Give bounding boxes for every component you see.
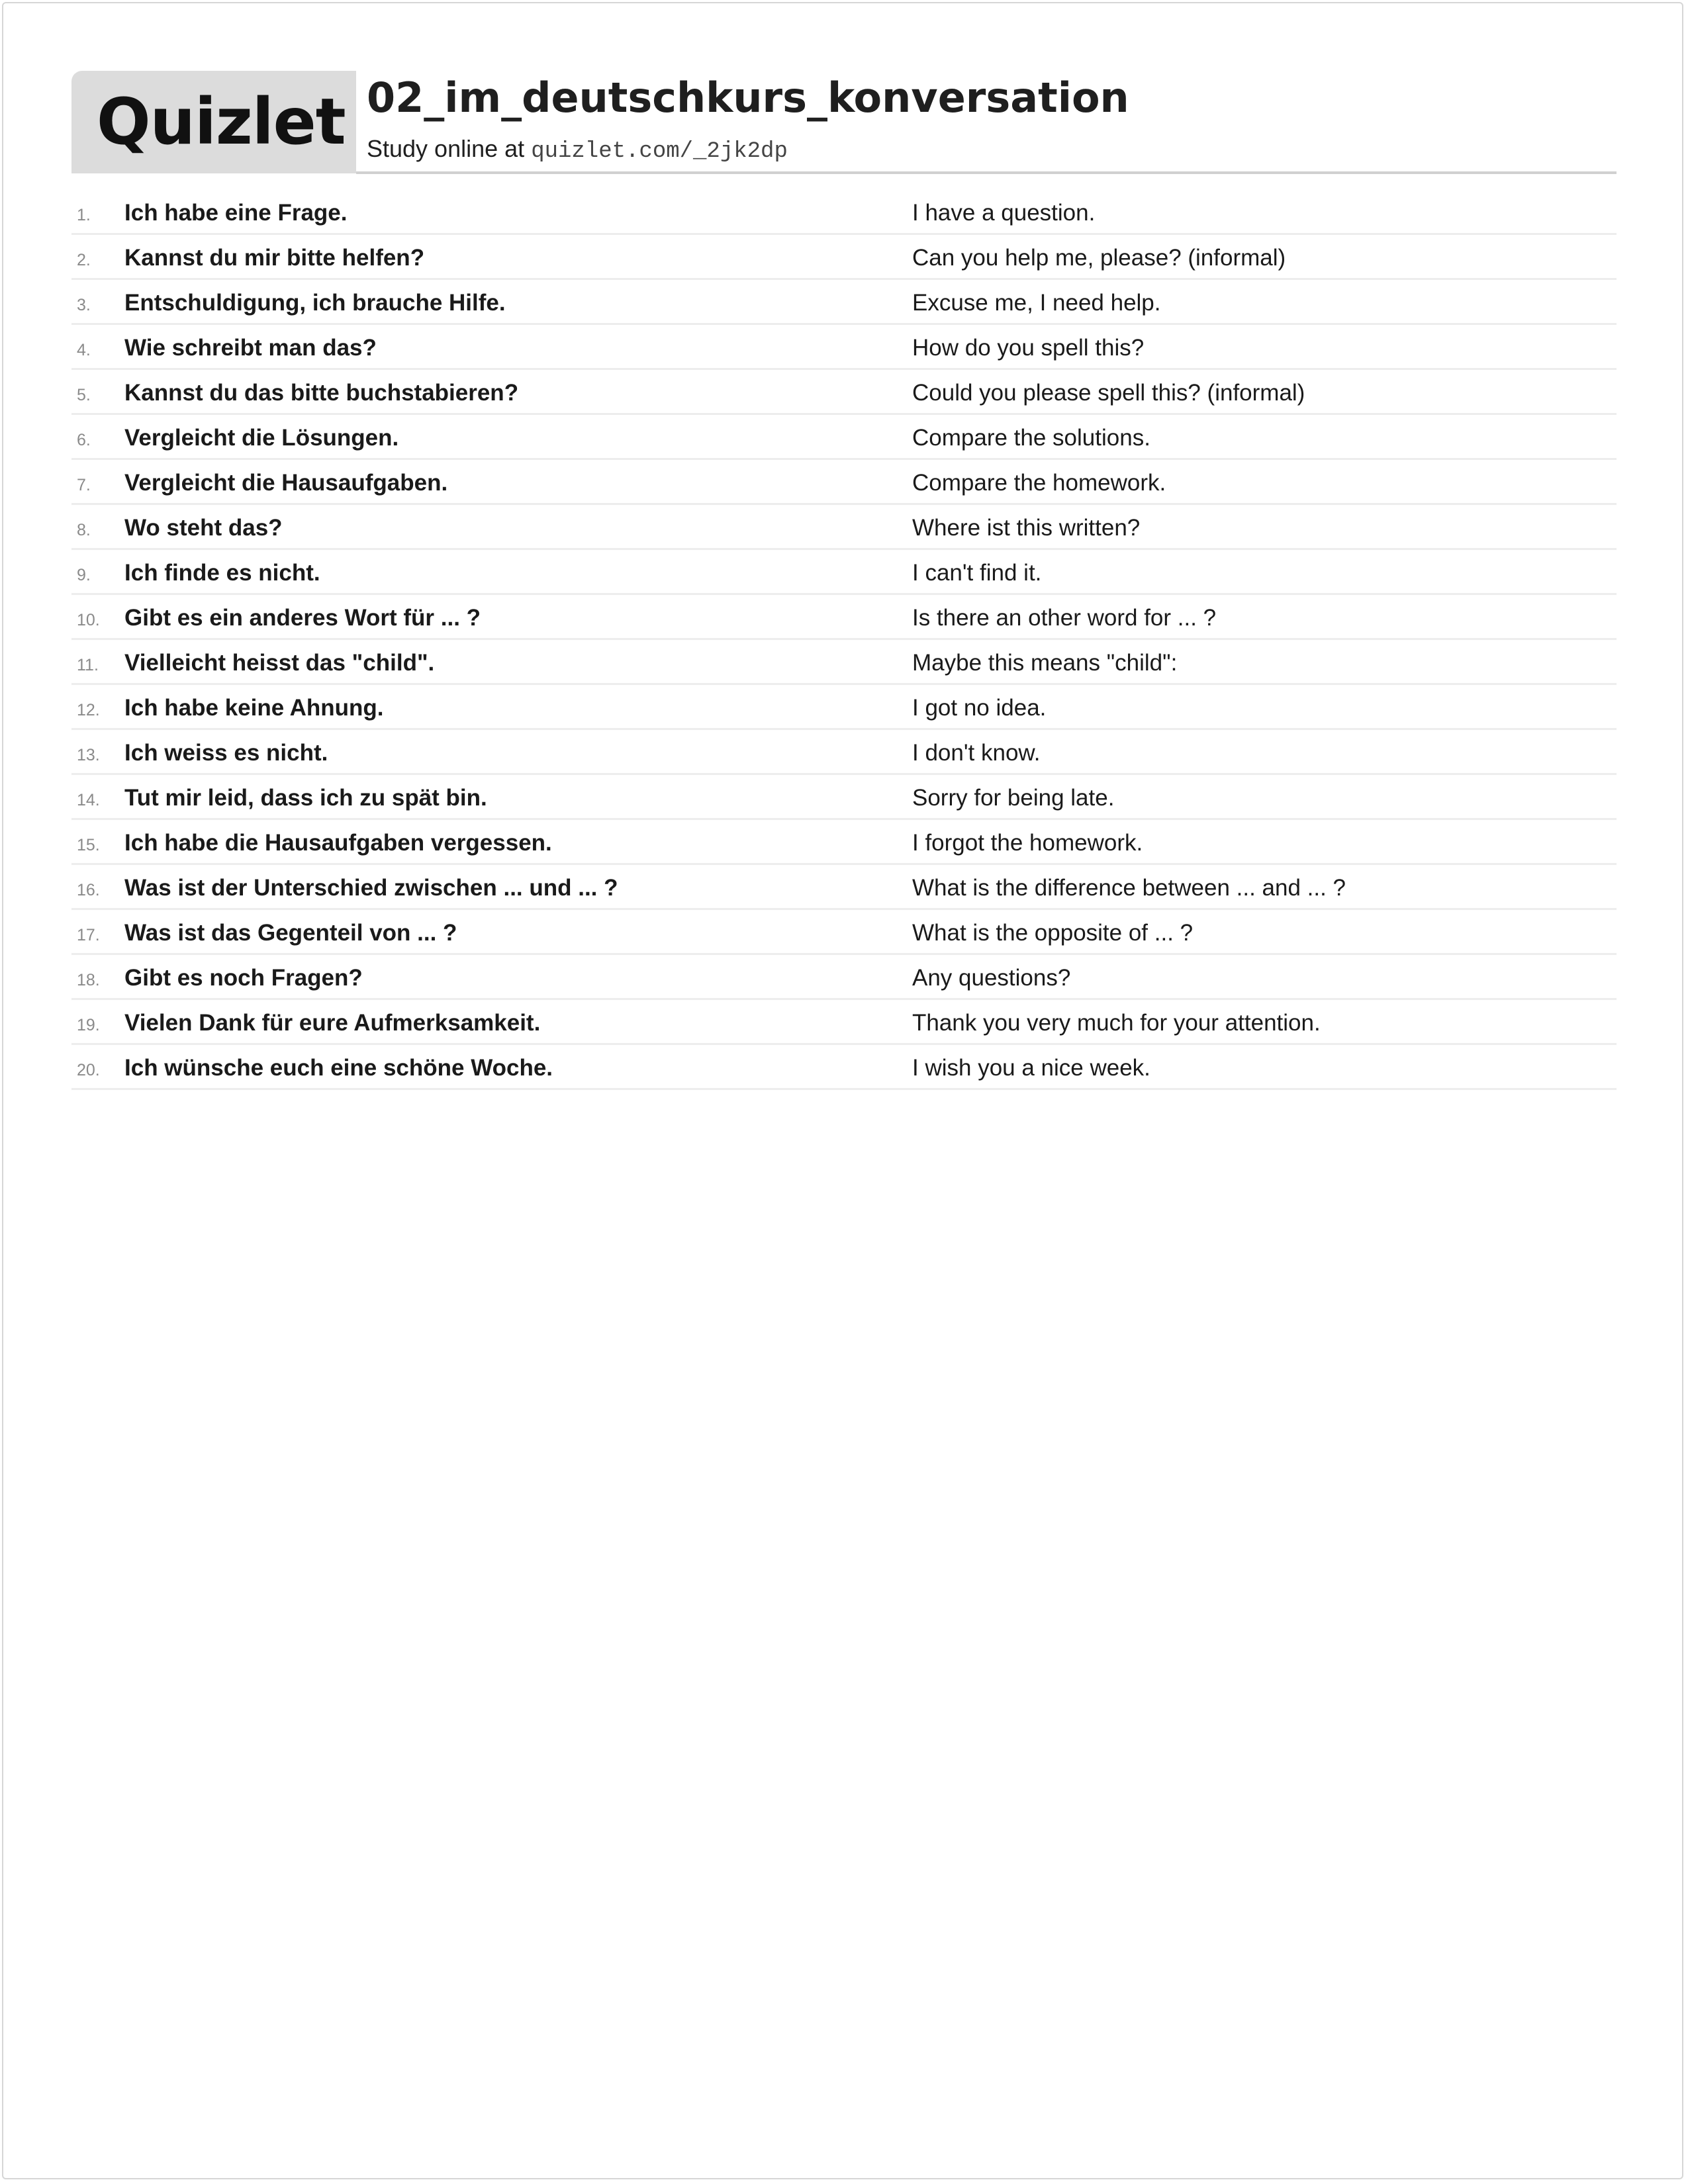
term-number: 3.	[77, 296, 91, 314]
term-row	[71, 1000, 1617, 1045]
term-row	[71, 460, 1617, 505]
term-german: Ich weiss es nicht.	[124, 740, 328, 766]
term-german: Kannst du mir bitte helfen?	[124, 245, 425, 271]
term-english: I have a question.	[912, 200, 1096, 226]
term-german: Was ist der Unterschied zwischen ... und ... ?	[124, 875, 618, 901]
term-row	[71, 820, 1617, 865]
term-number: 6.	[77, 431, 91, 449]
term-german: Wie schreibt man das?	[124, 335, 377, 361]
study-online-url: quizlet.com/_2jk2dp	[531, 139, 788, 164]
term-german: Vielen Dank für eure Aufmerksamkeit.	[124, 1010, 541, 1036]
term-german: Gibt es noch Fragen?	[124, 965, 363, 991]
term-number: 18.	[77, 971, 100, 989]
term-english: Excuse me, I need help.	[912, 290, 1161, 316]
term-german: Vergleicht die Lösungen.	[124, 425, 399, 451]
term-english: I don't know.	[912, 740, 1041, 766]
term-number: 5.	[77, 386, 91, 404]
study-online-prefix: Study online at	[367, 135, 525, 162]
term-english: I got no idea.	[912, 695, 1047, 721]
quizlet-logo	[71, 71, 356, 173]
term-german: Ich habe die Hausaufgaben vergessen.	[124, 830, 552, 856]
term-english: Compare the solutions.	[912, 425, 1150, 451]
term-english: How do you spell this?	[912, 335, 1145, 361]
term-german: Ich finde es nicht.	[124, 560, 320, 586]
term-number: 14.	[77, 791, 100, 809]
term-english: Thank you very much for your attention.	[912, 1010, 1321, 1036]
term-german: Ich habe eine Frage.	[124, 200, 348, 226]
term-german: Wo steht das?	[124, 515, 283, 541]
logo-text: Quizlet	[97, 85, 346, 159]
study-online-line	[367, 134, 788, 165]
term-row	[71, 1045, 1617, 1090]
term-number: 16.	[77, 881, 100, 899]
set-title: 02_im_deutschkurs_konversation	[367, 73, 1129, 122]
term-german: Kannst du das bitte buchstabieren?	[124, 380, 519, 406]
term-number: 19.	[77, 1016, 100, 1034]
term-number: 1.	[77, 206, 91, 224]
term-english: Could you please spell this? (informal)	[912, 380, 1305, 406]
term-row	[71, 415, 1617, 460]
term-english: Is there an other word for ... ?	[912, 605, 1217, 631]
term-german: Gibt es ein anderes Wort für ... ?	[124, 605, 481, 631]
header	[71, 71, 1617, 173]
header-divider	[356, 171, 1617, 174]
term-number: 13.	[77, 746, 100, 764]
term-german: Entschuldigung, ich brauche Hilfe.	[124, 290, 506, 316]
term-english: Where ist this written?	[912, 515, 1141, 541]
term-number: 12.	[77, 701, 100, 719]
term-english: I wish you a nice week.	[912, 1055, 1150, 1081]
term-row	[71, 865, 1617, 910]
term-number: 4.	[77, 341, 91, 359]
term-number: 8.	[77, 521, 91, 539]
term-number: 20.	[77, 1061, 100, 1079]
term-english: I forgot the homework.	[912, 830, 1143, 856]
term-row	[71, 730, 1617, 775]
term-row	[71, 775, 1617, 820]
term-english: What is the opposite of ... ?	[912, 920, 1194, 946]
term-german: Vielleicht heisst das "child".	[124, 650, 435, 676]
term-list	[71, 190, 1617, 1090]
term-english: Can you help me, please? (informal)	[912, 245, 1286, 271]
term-english: Sorry for being late.	[912, 785, 1115, 811]
term-row	[71, 325, 1617, 370]
term-number: 17.	[77, 926, 100, 944]
term-german: Tut mir leid, dass ich zu spät bin.	[124, 785, 487, 811]
term-number: 2.	[77, 251, 91, 269]
term-row	[71, 955, 1617, 1000]
term-row	[71, 640, 1617, 685]
term-number: 15.	[77, 836, 100, 854]
term-row	[71, 370, 1617, 415]
term-number: 10.	[77, 611, 100, 629]
term-english: Maybe this means "child":	[912, 650, 1178, 676]
term-row	[71, 685, 1617, 730]
term-english: I can't find it.	[912, 560, 1042, 586]
term-english: Compare the homework.	[912, 470, 1166, 496]
term-row	[71, 595, 1617, 640]
term-row	[71, 190, 1617, 235]
term-row	[71, 280, 1617, 325]
term-row	[71, 550, 1617, 595]
term-english: What is the difference between ... and ... ?	[912, 875, 1346, 901]
term-row	[71, 235, 1617, 280]
term-number: 11.	[77, 656, 99, 674]
term-english: Any questions?	[912, 965, 1071, 991]
term-german: Ich habe keine Ahnung.	[124, 695, 384, 721]
term-row	[71, 910, 1617, 955]
term-row	[71, 505, 1617, 550]
term-german: Vergleicht die Hausaufgaben.	[124, 470, 448, 496]
term-german: Was ist das Gegenteil von ... ?	[124, 920, 457, 946]
term-number: 9.	[77, 566, 91, 584]
term-number: 7.	[77, 476, 91, 494]
term-german: Ich wünsche euch eine schöne Woche.	[124, 1055, 553, 1081]
